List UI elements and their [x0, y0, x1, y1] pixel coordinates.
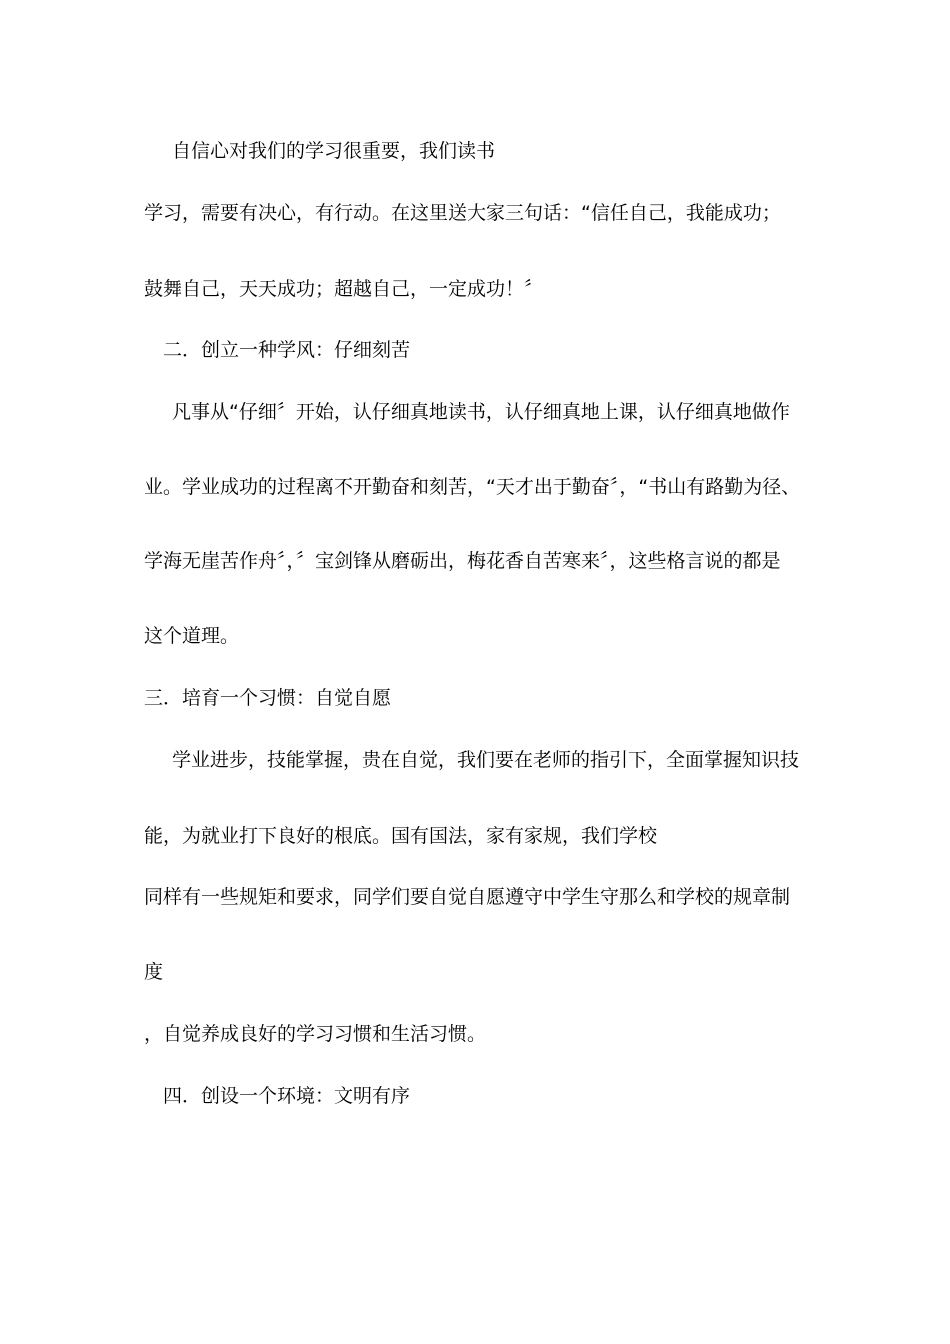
text-line-8: 这个道理。: [144, 625, 240, 647]
text-line-2: 学习，需要有决心，有行动。在这里送大家三句话：“信任自己，我能成功；: [144, 202, 781, 224]
text-line-3: 鼓舞自己，天天成功；超越自己，一定成功！〞: [144, 278, 544, 300]
text-line-1: 自信心对我们的学习很重要，我们读书: [172, 140, 496, 162]
text-line-11: 能，为就业打下良好的根底。国有国法，家有家规，我们学校: [144, 825, 658, 847]
text-line-6: 业。学业成功的过程离不开勤奋和刻苦，“天才出于勤奋〞，“书山有路勤为径、: [144, 476, 801, 498]
text-line-13: 度: [144, 961, 164, 983]
text-line-10: 学业进步，技能掌握，贵在自觉，我们要在老师的指引下，全面掌握知识技: [172, 749, 800, 771]
text-line-7: 学海无崖苦作舟〞，〞宝剑锋从磨砺出，梅花香自苦寒来〞，这些格言说的都是: [144, 550, 781, 572]
text-line-12: 同样有一些规矩和要求，同学们要自觉自愿遵守中学生守那么和学校的规章制: [144, 886, 791, 908]
section-heading-3: 三．培育一个习惯：自觉自愿: [144, 687, 392, 709]
text-line-5: 凡事从“仔细〞开始，认仔细真地读书，认仔细真地上课，认仔细真地做作: [172, 401, 790, 423]
section-heading-2: 二．创立一种学风：仔细刻苦: [163, 339, 411, 361]
section-heading-4: 四．创设一个环境：文明有序: [163, 1085, 411, 1107]
text-line-14: ，自觉养成良好的学习习惯和生活习惯。: [144, 1023, 487, 1045]
